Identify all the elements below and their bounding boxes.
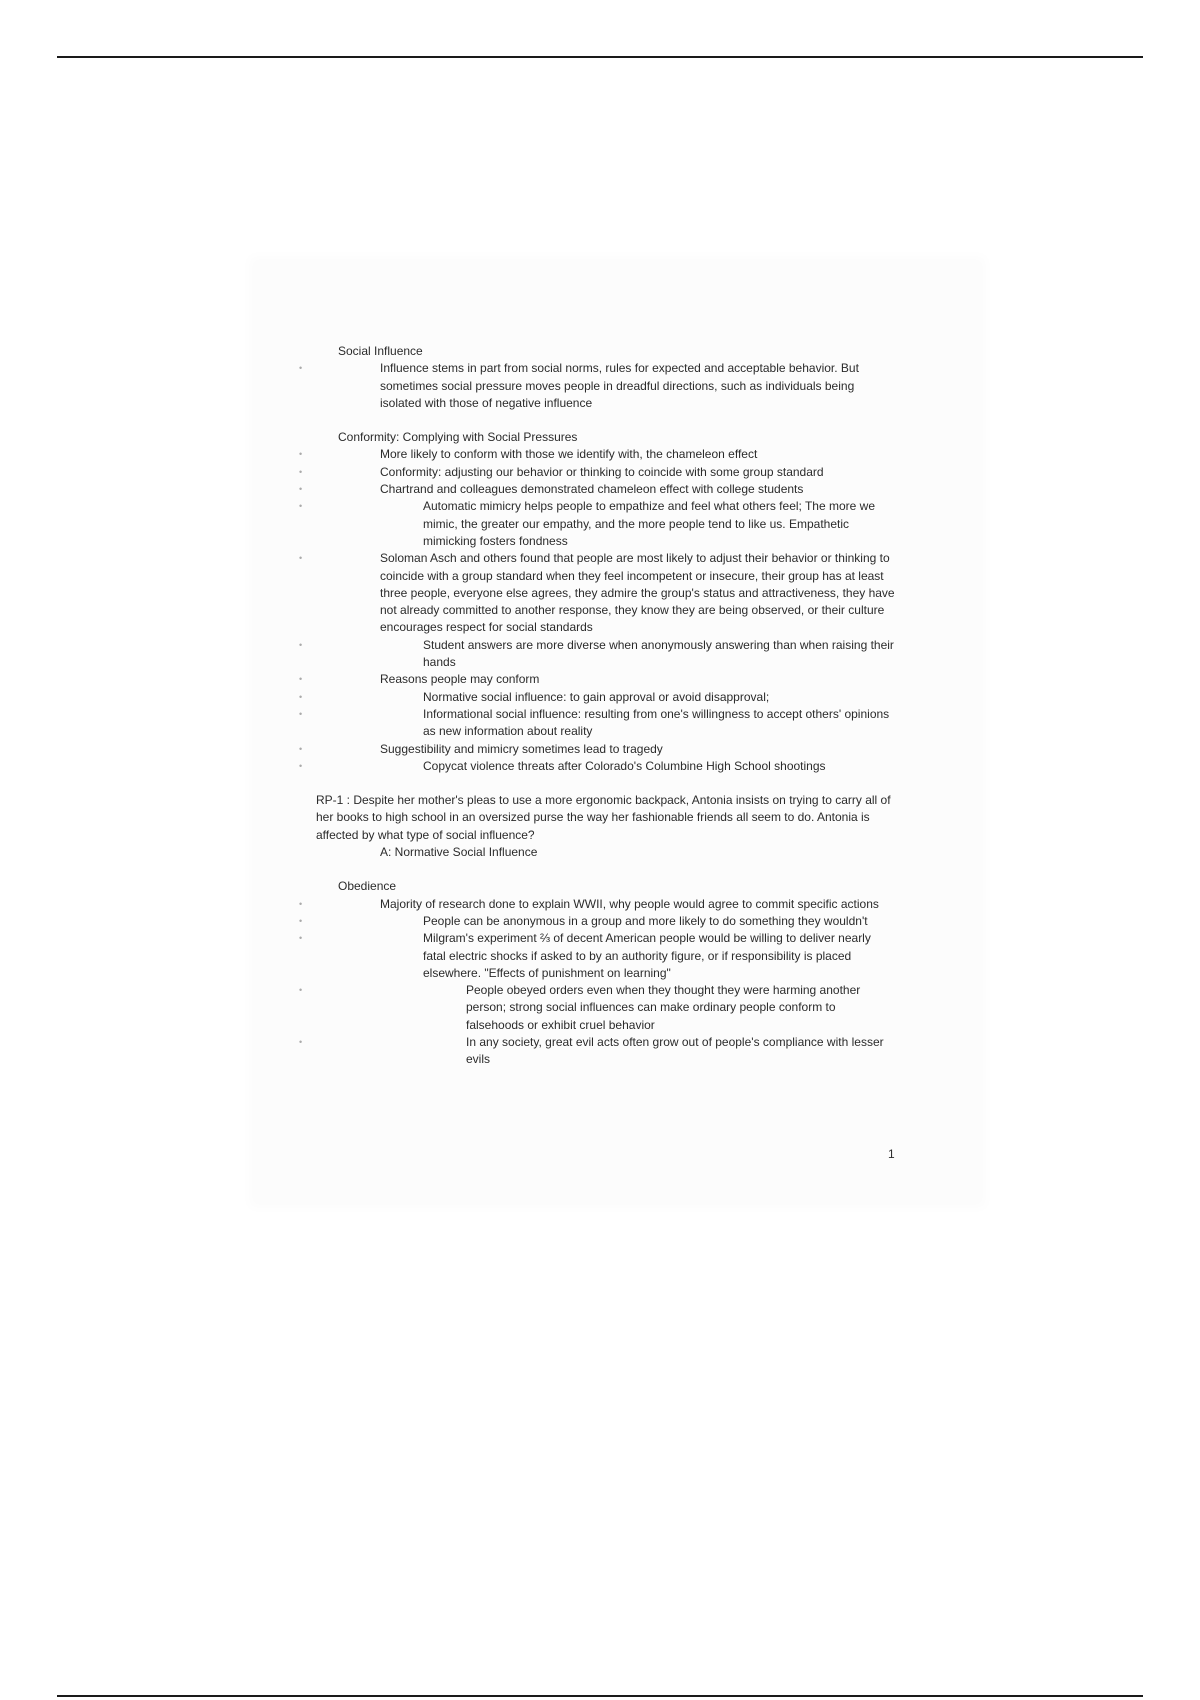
sub-bullet-item: • People can be anonymous in a group and more likely to do something they wouldn't (316, 913, 896, 930)
bullet-item: • Reasons people may conform (316, 671, 896, 688)
bullet-list (316, 896, 896, 1069)
bullet-item: • Conformity: adjusting our behavior or thinking to coincide with some group standard (316, 464, 896, 481)
bullet-item: • Chartrand and colleagues demonstrated chameleon effect with college students (316, 481, 896, 498)
sub-sub-bullet-item: • In any society, great evil acts often grow out of people's compliance with lesser evils (316, 1034, 896, 1069)
sub-bullet-item: • Copycat violence threats after Colorado's Columbine High School shootings (316, 758, 896, 775)
bullet-item: • Majority of research done to explain WWII, why people would agree to commit specific actions (316, 896, 896, 913)
bullet-item: • Soloman Asch and others found that people are most likely to adjust their behavior or thinking to coincide with a group standard when they feel incompetent or insecure, their group has at least three people, everyone else agrees, they admire the group's status and attractiveness, they have not already committed to another response, they know they are being observed, or their culture encourages respect for social standards (316, 550, 896, 636)
bullet-item: • More likely to conform with those we identify with, the chameleon effect (316, 446, 896, 463)
section-heading-social-influence: Social Influence (338, 344, 423, 358)
section-heading-conformity: Conformity: Complying with Social Pressures (338, 430, 578, 445)
bottom-rule (57, 1695, 1143, 1697)
review-question: RP-1 : Despite her mother's pleas to use a more ergonomic backpack, Antonia insists on trying to carry all of her books to high school in an oversized purse the way her fashionable friends all seem to do. Antonia is affected by what type of social influence? (316, 793, 891, 842)
bullet-list (316, 360, 896, 412)
sub-bullet-item: • Normative social influence: to gain approval or avoid disapproval; (316, 689, 896, 706)
document-content (316, 343, 896, 1069)
sub-bullet-item: • Automatic mimicry helps people to empathize and feel what others feel; The more we mimic, the greater our empathy, and the more people tend to like us. Empathetic mimicking fosters fondness (316, 498, 896, 550)
bullet-item: • Suggestibility and mimicry sometimes lead to tragedy (316, 741, 896, 758)
top-rule (57, 56, 1143, 58)
bullet-list (316, 446, 896, 775)
bullet-item: • Influence stems in part from social norms, rules for expected and acceptable behavior. But sometimes social pressure moves people in dreadful directions, such as individuals being isolated with those of negative influence (316, 360, 896, 412)
review-answer: A: Normative Social Influence (380, 845, 538, 860)
sub-sub-bullet-item: • People obeyed orders even when they thought they were harming another person; strong social influences can make ordinary people conform to falsehoods or exhibit cruel behavior (316, 982, 896, 1034)
section-heading-obedience: Obedience (338, 879, 397, 894)
sub-bullet-item: • Student answers are more diverse when anonymously answering than when raising their hands (316, 637, 896, 672)
sub-bullet-item: • Informational social influence: resulting from one's willingness to accept others' opinions as new information about reality (316, 706, 896, 741)
page-number: 1 (888, 1147, 895, 1161)
sub-bullet-item: • Milgram's experiment ⅔ of decent American people would be willing to deliver nearly fatal electric shocks if asked to by an authority figure, or if responsibility is placed elsewhere. "Effects of punishment on learning" (316, 930, 896, 982)
